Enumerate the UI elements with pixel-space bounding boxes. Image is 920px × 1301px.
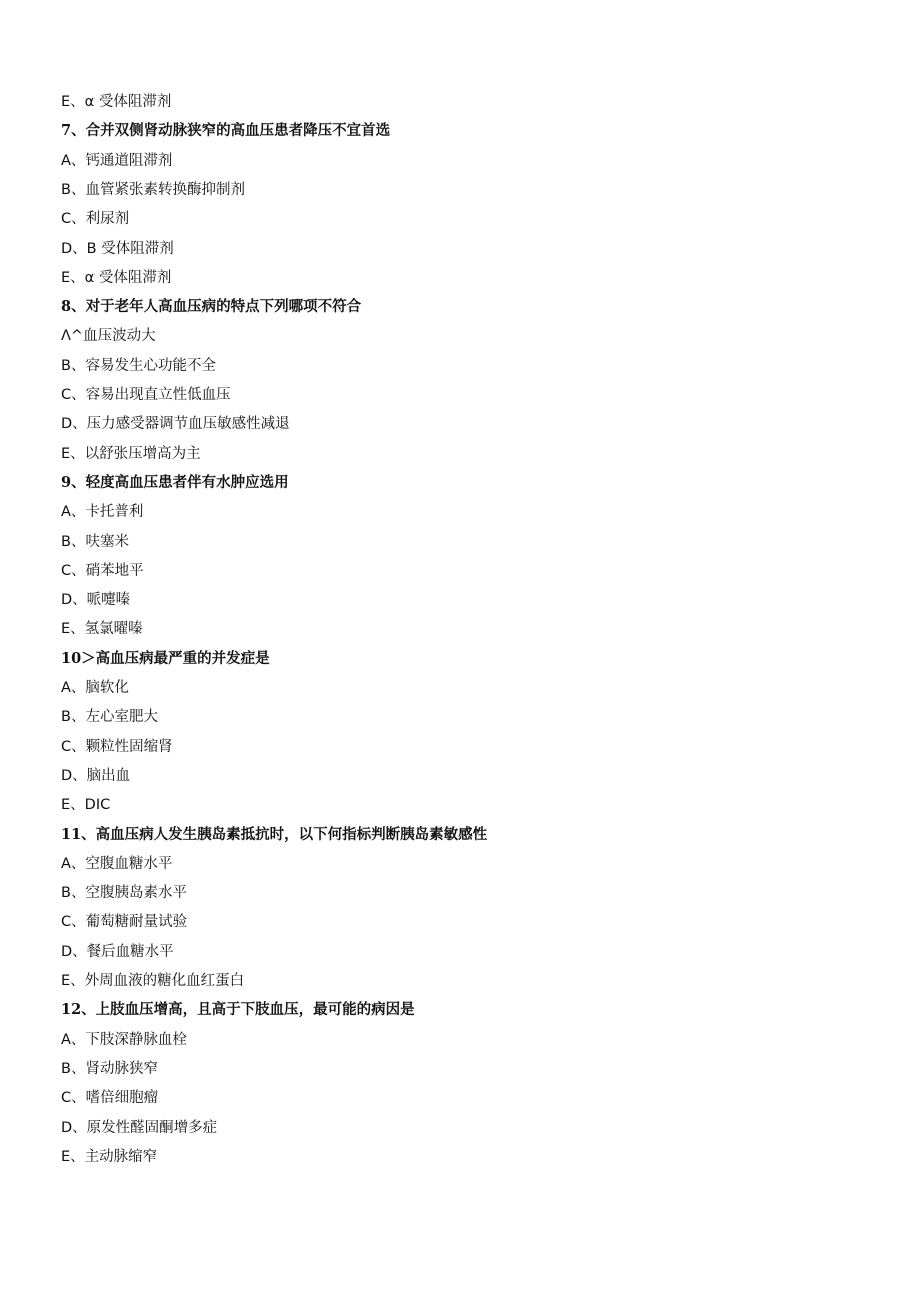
question-text: 10＞高血压病最严重的并发症是 xyxy=(61,649,270,667)
answer-option: E、外周血液的糖化血红蛋白 xyxy=(61,973,245,989)
answer-option: A、空腹血糖水平 xyxy=(61,855,173,872)
answer-option: D、压力感受器调节血压敏感性减退 xyxy=(61,416,290,433)
answer-option: B、肾动脉狭窄 xyxy=(61,1060,158,1077)
answer-option: C、嗜倍细胞瘤 xyxy=(61,1090,159,1107)
answer-option: A、下肢深静脉血栓 xyxy=(61,1031,187,1048)
answer-option: E、DIC xyxy=(61,797,111,814)
answer-option: A、卡托普利 xyxy=(61,504,144,521)
answer-option: D、原发性醛固酮增多症 xyxy=(61,1119,218,1136)
answer-option: C、利尿剂 xyxy=(61,211,130,228)
answer-option: E、氢氯曜嗪 xyxy=(61,621,143,638)
answer-option: E、α 受体阻滞剂 xyxy=(61,269,172,286)
answer-option: B、血管紧张素转换酶抑制剂 xyxy=(61,181,245,198)
answer-option: A、脑软化 xyxy=(61,680,129,696)
answer-option: B、左心室肥大 xyxy=(61,709,158,726)
answer-option: B、容易发生心功能不全 xyxy=(61,357,216,374)
answer-option: C、葡萄糖耐量试验 xyxy=(61,914,188,931)
answer-option: D、脑出血 xyxy=(61,767,131,784)
answer-option: C、容易出现直立性低血压 xyxy=(61,387,231,403)
answer-option: E、以舒张压增高为主 xyxy=(61,445,201,462)
question-text: 9、轻度高血压患者伴有水肿应选用 xyxy=(61,473,289,491)
answer-option: B、空腹胰岛素水平 xyxy=(61,885,187,902)
question-text: 12、上肢血压增高，且高于下肢血压，最可能的病因是 xyxy=(61,1001,415,1019)
answer-option: Λ^血压波动大 xyxy=(61,328,156,345)
answer-option: D、餐后血糖水平 xyxy=(61,943,174,960)
answer-option: B、呋塞米 xyxy=(61,533,129,550)
answer-option: C、颗粒性固缩肾 xyxy=(61,738,173,755)
answer-option: C、硝苯地平 xyxy=(61,562,144,579)
answer-option: E、α 受体阻滞剂 xyxy=(61,94,172,110)
answer-option: A、钙通道阻滞剂 xyxy=(61,152,173,169)
answer-option: E、主动脉缩窄 xyxy=(61,1148,158,1165)
answer-option: D、B 受体阻滞剂 xyxy=(61,240,174,257)
question-text: 11、高血压病人发生胰岛素抵抗时，以下何指标判断胰岛素敏感性 xyxy=(61,825,488,843)
question-text: 7、合并双侧肾动脉狭窄的高血压患者降压不宜首选 xyxy=(61,122,391,140)
question-text: 8、对于老年人高血压病的特点下列哪项不符合 xyxy=(61,298,362,316)
answer-option: D、哌嚏嗪 xyxy=(61,592,131,609)
